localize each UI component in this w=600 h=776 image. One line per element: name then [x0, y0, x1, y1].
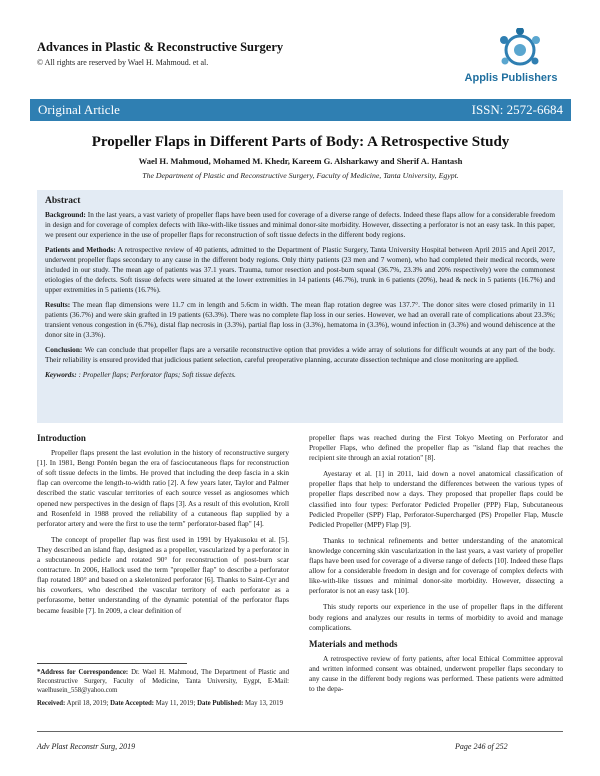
received-date: April 18, 2019; [66, 700, 109, 707]
footer-divider [37, 731, 563, 732]
copyright-notice: © All rights are reserved by Wael H. Mahmoud. et al. [37, 58, 209, 67]
left-column [37, 433, 289, 622]
publication-dates [37, 699, 289, 708]
footnote-divider [37, 663, 187, 664]
article-title: Propeller Flaps in Different Parts of Body: A Retrospective Study [91, 134, 510, 150]
intro-paragraph-5: Thanks to technical refinements and better understanding of the anatomical knowledge concerning skin vascularization in the last years, a vast variety of propeller flaps have been used for coverage of a diverse range of defects [10]. Indeed these flaps allow for a considerable freedom in design and for coverage of complex defects with like-with-like tissues and minimal donor-site morbidity. However, dissecting a perforator is not an easy task [10]. [309, 535, 563, 596]
intro-paragraph-6: This study reports our experience in the use of propeller flaps in the different body regions and analyzes our results in terms of morbidity to avoid and manage complications. [309, 602, 563, 632]
intro-paragraph-2: The concept of propeller flap was first used in 1991 by Hyakusoku et al. [5]. They described an island flap, designed as a propeller, vascularized by a perforator in a subcutaneous pedicle and rotated 90° for reconstruction of post-burn scar contracture. In 2006, Hallock used the term "propeller flap" to describe a perforator flap rotated 180° and based on a skeletonized perforator [6]. Thanks to Saint-Cyr and his coworkers, who described the vascular territory of each perforator as a perforasome, better understanding of the dynamic potential of the perforator flaps became feasible [7]. In 2009, a clear definition of [37, 534, 289, 615]
intro-paragraph-3: propeller flaps was reached during the First Tokyo Meeting on Perforator and Propeller Flaps, who defined the propeller flap as "island flap that reaches the recipient site through an axial rotation" [8]. [309, 433, 563, 463]
methods-heading: Materials and methods [309, 638, 398, 649]
conclusion-text: We can conclude that propeller flaps are a versatile reconstructive option that provides a wide array of solutions for difficult wounds at any part of the body. Their reliability is ensured provided that judicious patient selection, careful preoperative planning, accurate dissection technique and close monitoring are applied. [45, 345, 555, 364]
intro-paragraph-4: Ayestaray et al. [1] in 2011, laid down a novel anatomical classification of propeller flaps that help to understand the differences between the various types of propeller flaps described now a days. They proposed that propeller flaps could be classified into four types: Perforator Pedicled Propeller (PPP) Flap, Subcutaneous Pedicled Propeller (SPP) Flap, Perforator-Supercharged (PS) Propeller Flap, Muscle Pedicled Propeller (MPP) Flap [9]. [309, 469, 563, 529]
correspondence-label: *Address for Correspondence: [37, 669, 129, 676]
keywords-text: : Propeller flaps; Perforator flaps; Soft tissue defects. [78, 370, 236, 379]
journal-title: Advances in Plastic & Reconstructive Surgery [37, 40, 284, 54]
correspondence-note [37, 668, 289, 696]
received-label: Received: [37, 700, 66, 707]
abstract-conclusion [45, 345, 555, 365]
published-date: May 13, 2019 [245, 700, 283, 707]
publisher-name: Applis Publishers [464, 72, 558, 84]
article-banner [30, 99, 571, 121]
methods-text: A retrospective review of 40 patients, admitted to the Department of Plastic Surgery, Tanta University Hospital between April 2015 and April 2017, underwent propeller flaps secondary to any cause in the different body regions. Only thirty patients (23 men and 7 women), who had completed their medical records, were included in our study. The mean age of patients was 37.1 years. Trauma, tumor resection and post-burn squeal (36.7%, 23.3% and 20% respectively) were the commonest etiologies of the defects. Soft tissue defects were situated at the lower extremities in 14 patients (46.7%), trunk in 6 patients (20%), head & neck in 5 patients (16.7%) and upper extremities in 5 patients (16.7%). [45, 245, 556, 294]
introduction-heading: Introduction [37, 433, 86, 443]
abstract-methods [45, 245, 555, 295]
background-text: In the last years, a vast variety of propeller flaps have been used for coverage of a diverse range of defects. Indeed these flaps allow for a considerable freedom in design and for coverage of complex defects with like-with-like tissues and minimal donor-site morbidity. However, dissecting a perforator is not an easy task. In this paper, we present our experience in the use of propeller flaps for reconstruction of soft tissue defects in the different body regions. [45, 210, 555, 239]
abstract-results [45, 300, 555, 340]
issn: ISSN: 2572-6684 [471, 102, 563, 117]
intro-paragraph-1: Propeller flaps present the last evolution in the history of reconstructive surgery [1]. In 1981, Bengt Pontén began the era of fasciocutaneous flaps for reconstruction of soft tissue defects in the limbs. He proved that including the deep fascia in a skin flap can overcome the length-to-width ratio [2]. A few years later, Taylor and Palmer described the static vascular territories of each source vessel as angiosomes which opened new perspectives in the design of flaps [3]. As a result of this evolution, Kroll and Rosenfeld in 1988 proved the reliability of a cutaneous flap supplied by a perforator artery and were the first to use the term" perforator-based flap" [4]. [37, 448, 289, 528]
results-text: The mean flap dimensions were 11.7 cm in length and 5.6cm in width. The mean flap rotation degree was 137.7°. The donor sites were closed primarily in 11 patients (36.7%) and were skin grafted in 19 patients (63.3%). There was no complete flap loss in our series. However, we had an overall rate of complications about 23.3%; transient venous congestion in (6.7%), distal flap necrosis in (3.3%), partial flap loss in (3.3%), hematoma in (3.3%), wound infection in (3.3%) and wound dehiscence at the donor site in (3.3%). [45, 300, 555, 339]
correspondence-text: Dr. Wael H. Mahmoud, The Department of Plastic and Reconstructive Surgery, Faculty of Medicine, Tanta University, Eygpt, E-Mail: waelhusein_558@yahoo.com [37, 669, 289, 695]
article-authors: Wael H. Mahmoud, Mohamed M. Khedr, Kareem G. Alsharkawy and Sherif A. Hantash [138, 156, 463, 166]
background-label: Background: [45, 210, 86, 219]
abstract-background [45, 210, 555, 240]
abstract-heading: Abstract [45, 196, 81, 206]
abstract-keywords [45, 370, 555, 380]
keywords-label: Keywords: [45, 370, 77, 379]
footer-page-number: Page 246 of 252 [455, 742, 508, 751]
footer-citation: Adv Plast Reconstr Surg, 2019 [37, 742, 136, 751]
published-label: Date Published: [197, 700, 244, 707]
accepted-date: May 11, 2019; [155, 700, 196, 707]
methods-paragraph-1: A retrospective review of forty patients, after local Ethical Committee approval and written informed consent was obtained, underwent propeller flaps secondary to any cause in the different body regions was performed. These patients were admitted to the depa- [309, 653, 563, 694]
results-label: Results: [45, 300, 71, 309]
abstract-box [37, 190, 563, 423]
article-type: Original Article [38, 102, 120, 117]
right-column [309, 433, 563, 700]
article-affiliation: The Department of Plastic and Reconstructive Surgery, Faculty of Medicine, Tanta University, Egypt. [142, 171, 459, 180]
conclusion-label: Conclusion: [45, 345, 83, 354]
accepted-label: Date Accepted: [110, 700, 155, 707]
methods-label: Patients and Methods: [45, 245, 116, 254]
